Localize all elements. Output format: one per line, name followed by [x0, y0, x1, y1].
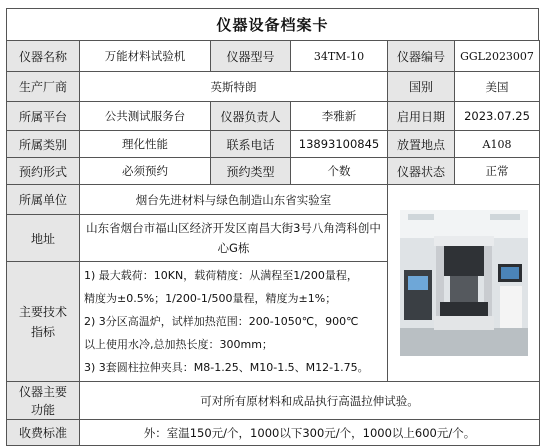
value-platform: 公共测试服务台	[80, 102, 211, 131]
label-location: 放置地点	[388, 131, 455, 158]
spec-line: 3) 3套圆柱拉伸夹具：M8-1.25、M10-1.5、M12-1.75。	[84, 361, 369, 374]
label-phone: 联系电话	[211, 131, 291, 158]
label-name: 仪器名称	[7, 41, 80, 72]
label-specs-line: 指标	[30, 324, 55, 339]
label-owner: 仪器负责人	[211, 102, 291, 131]
value-unit: 烟台先进材料与绿色制造山东省实验室	[80, 185, 388, 215]
label-code: 仪器编号	[388, 41, 455, 72]
label-function-line: 功能	[30, 402, 55, 417]
spec-line: 以上使用水冷,总加热长度：300mm；	[84, 338, 273, 351]
card-title: 仪器设备档案卡	[6, 8, 539, 40]
value-status: 正常	[455, 158, 540, 185]
label-function-line: 仪器主要	[18, 384, 67, 399]
label-specs-line: 主要技术	[18, 304, 67, 319]
label-booking-type: 预约类型	[211, 158, 291, 185]
value-maker: 英斯特朗	[80, 72, 388, 102]
label-country: 国别	[388, 72, 455, 102]
label-specs	[7, 262, 80, 382]
value-model: 34TM-10	[291, 41, 388, 72]
label-maker: 生产厂商	[7, 72, 80, 102]
value-specs	[80, 262, 388, 382]
label-status: 仪器状态	[388, 158, 455, 185]
label-unit: 所属单位	[7, 185, 80, 215]
row-platform	[7, 102, 540, 131]
info-table	[6, 40, 540, 446]
label-fee: 收费标准	[7, 420, 80, 446]
instrument-photo	[388, 185, 540, 382]
row-booking	[7, 158, 540, 185]
value-booking: 必须预约	[80, 158, 211, 185]
archive-card	[6, 8, 539, 446]
row-function	[7, 382, 540, 420]
row-fee	[7, 420, 540, 446]
value-date: 2023.07.25	[455, 102, 540, 131]
value-category: 理化性能	[80, 131, 211, 158]
spec-line: 1) 最大载荷：10KN，载荷精度：从满程至1/200量程，	[84, 269, 358, 282]
label-booking: 预约形式	[7, 158, 80, 185]
label-address: 地址	[7, 215, 80, 262]
row-maker	[7, 72, 540, 102]
label-function	[7, 382, 80, 420]
row-unit	[7, 185, 540, 215]
value-location: A108	[455, 131, 540, 158]
value-function: 可对所有原材料和成品执行高温拉伸试验。	[80, 382, 540, 420]
label-category: 所属类别	[7, 131, 80, 158]
value-owner: 李雅新	[291, 102, 388, 131]
label-platform: 所属平台	[7, 102, 80, 131]
value-country: 美国	[455, 72, 540, 102]
row-category	[7, 131, 540, 158]
value-address: 山东省烟台市福山区经济开发区南昌大街3号八角湾科创中心G栋	[80, 215, 388, 262]
value-fee: 外：室温150元/个，1000以下300元/个，1000以上600元/个。	[80, 420, 540, 446]
instrument-photo-image	[400, 210, 528, 356]
value-phone: 13893100845	[291, 131, 388, 158]
label-date: 启用日期	[388, 102, 455, 131]
spec-line: 2) 3分区高温炉，试样加热范围：200-1050℃，900℃	[84, 315, 359, 328]
value-name: 万能材料试验机	[80, 41, 211, 72]
spec-line: 精度为±0.5%；1/200-1/500量程，精度为±1%；	[84, 292, 337, 305]
row-name	[7, 41, 540, 72]
value-booking-type: 个数	[291, 158, 388, 185]
label-model: 仪器型号	[211, 41, 291, 72]
value-code: GGL2023007	[455, 41, 540, 72]
